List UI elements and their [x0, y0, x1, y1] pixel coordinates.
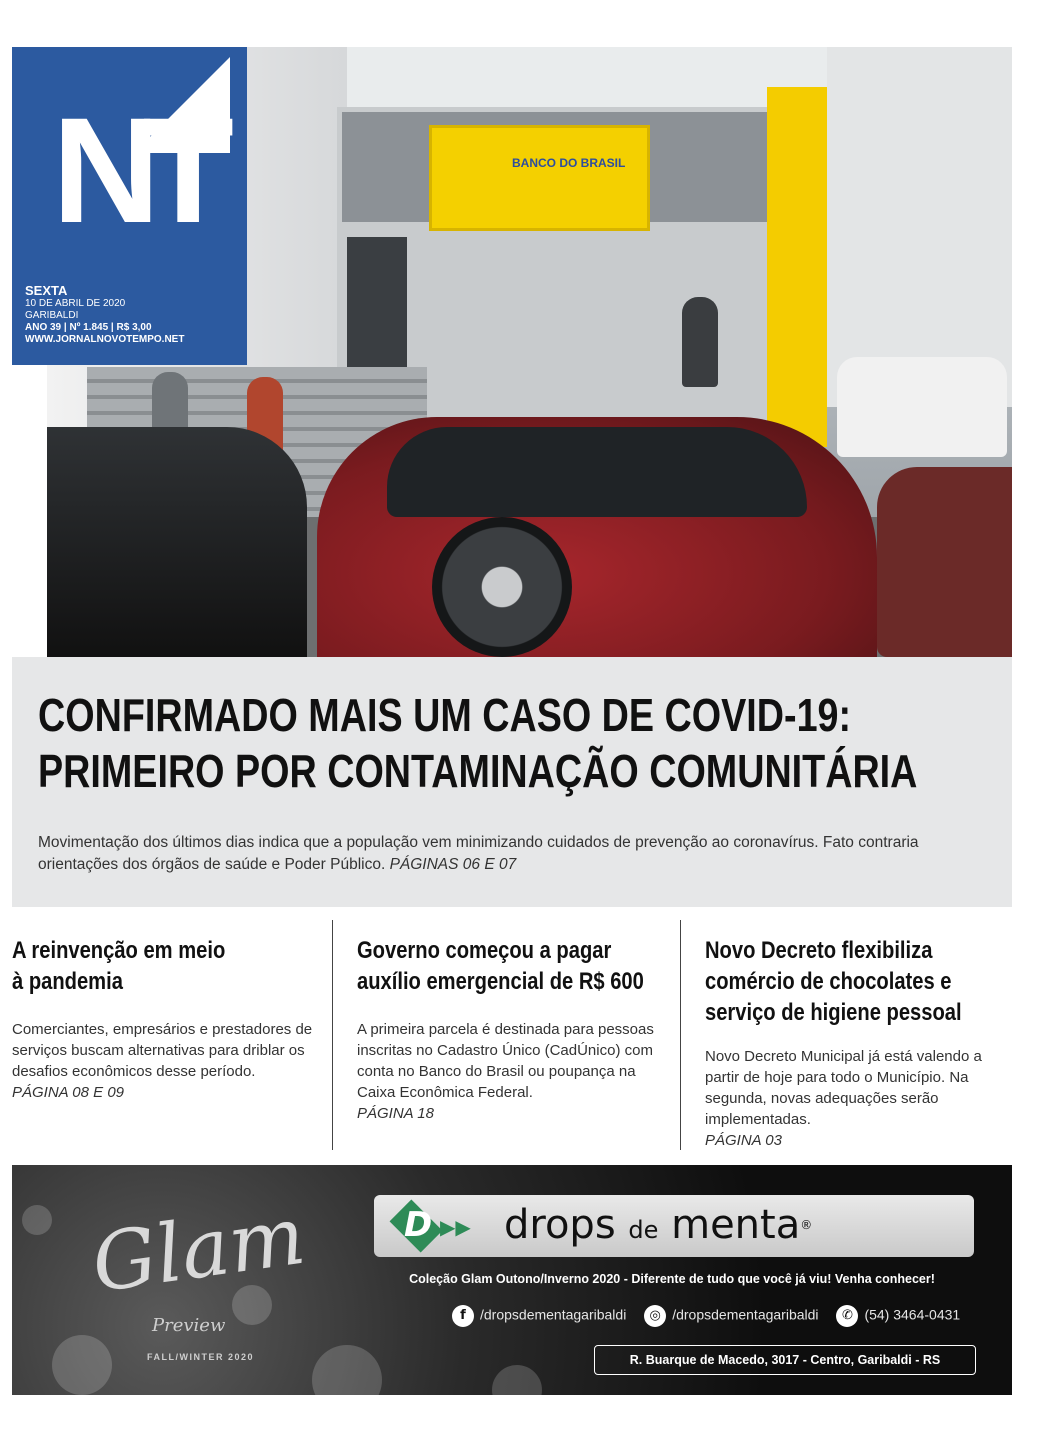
facebook-contact[interactable] — [452, 1305, 626, 1327]
masthead — [12, 47, 247, 365]
logo-letters: NT — [52, 86, 216, 254]
story-title-line: Novo Decreto flexibiliza — [705, 937, 933, 964]
page-reference: PÁGINA 18 — [357, 1105, 434, 1122]
brand-word: drops — [504, 1202, 616, 1248]
preview-text: Preview — [152, 1315, 226, 1336]
photo-building-right — [827, 47, 1012, 407]
photo-car-window — [387, 427, 807, 517]
bank-sign — [429, 125, 650, 231]
story-column — [12, 935, 317, 1103]
advertisement[interactable] — [12, 1165, 1012, 1395]
masthead-day: SEXTA — [25, 283, 68, 298]
page-reference: PÁGINA 08 E 09 — [12, 1084, 125, 1101]
main-headline — [38, 687, 918, 799]
story-body: A primeira parcela é destinada para pessoas inscritas no Cadastro Único (CadÚnico) com conta no Banco do Brasil ou poupança na Caixa Econômica Federal. — [357, 1021, 654, 1101]
photo-pickup-truck — [837, 357, 1007, 457]
bokeh-light — [22, 1205, 52, 1235]
story-title-line: comércio de chocolates e — [705, 968, 952, 995]
bokeh-light — [232, 1285, 272, 1325]
logo-arrows-icon: ▶▶ — [440, 1215, 471, 1239]
phone-icon: ✆ — [836, 1305, 858, 1327]
bokeh-light — [52, 1335, 112, 1395]
column-divider — [680, 920, 681, 1150]
story-title-line: serviço de higiene pessoal — [705, 999, 962, 1026]
story-title-line: Governo começou a pagar — [357, 937, 612, 964]
masthead-edition: ANO 39 | Nº 1.845 | R$ 3,00 — [25, 322, 152, 333]
instagram-icon: ◎ — [644, 1305, 666, 1327]
story-title-line: auxílio emergencial de R$ 600 — [357, 968, 644, 995]
instagram-contact[interactable] — [644, 1305, 818, 1327]
photo-car-left — [47, 427, 307, 657]
headline-line: PRIMEIRO POR CONTAMINAÇÃO COMUNITÁRIA — [38, 745, 918, 797]
glam-wordmark: Glam — [86, 1188, 311, 1311]
story-column — [357, 935, 662, 1124]
page-reference: PÁGINA 03 — [705, 1132, 782, 1149]
photo-yellow-column — [767, 87, 827, 447]
story-title — [357, 935, 659, 997]
registered-mark: ® — [800, 1218, 813, 1232]
main-story-deck — [38, 832, 998, 876]
photo-person — [682, 297, 718, 387]
page-reference: PÁGINAS 06 E 07 — [389, 856, 517, 873]
masthead-info — [25, 283, 184, 346]
brand-banner — [374, 1195, 974, 1257]
photo-car-right — [877, 467, 1012, 657]
bokeh-light — [492, 1365, 542, 1395]
ad-contacts — [452, 1305, 974, 1327]
bank-sign-text: BANCO DO BRASIL — [512, 156, 626, 170]
masthead-date: 10 DE ABRIL DE 2020 — [25, 298, 126, 309]
brand-word: de — [628, 1216, 659, 1244]
logo-mark: D — [404, 1205, 433, 1245]
column-divider — [332, 920, 333, 1150]
store-address: R. Buarque de Macedo, 3017 - Centro, Garibaldi - RS — [594, 1345, 976, 1375]
newspaper-logo — [30, 65, 230, 265]
story-title-line: à pandemia — [12, 968, 123, 995]
facebook-handle: /dropsdementagaribaldi — [480, 1306, 627, 1323]
story-title — [705, 935, 1007, 1028]
bokeh-light — [312, 1345, 382, 1395]
brand-word: menta — [671, 1202, 801, 1248]
photo-door — [347, 237, 407, 387]
facebook-icon: f — [452, 1305, 474, 1327]
logo-corner-triangle — [134, 57, 230, 153]
phone-contact[interactable] — [836, 1305, 960, 1327]
story-title — [12, 935, 314, 997]
instagram-handle: /dropsdementagaribaldi — [672, 1306, 819, 1323]
deck-text: Movimentação dos últimos dias indica que a população vem minimizando cuidados de prevenção ao coronavírus. Fato contraria orientações dos órgãos de saúde e Poder Público. — [38, 834, 919, 873]
headline-line: CONFIRMADO MAIS UM CASO DE COVID-19: — [38, 689, 852, 741]
phone-number: (54) 3464-0431 — [864, 1306, 961, 1323]
main-story — [12, 657, 1012, 907]
story-title-line: A reinvenção em meio — [12, 937, 226, 964]
masthead-city: GARIBALDI — [25, 310, 79, 321]
season-text: FALL/WINTER 2020 — [147, 1352, 255, 1362]
photo-spare-wheel — [432, 517, 572, 657]
masthead-website[interactable]: WWW.JORNALNOVOTEMPO.NET — [25, 334, 185, 345]
ad-tagline: Coleção Glam Outono/Inverno 2020 - Diferente de tudo que você já viu! Venha conhecer! — [409, 1272, 935, 1286]
story-body: Novo Decreto Municipal já está valendo a partir de hoje para todo o Município. Na segunda, novas adequações serão implementadas. — [705, 1048, 982, 1128]
story-body: Comerciantes, empresários e prestadores de serviços buscam alternativas para driblar os desafios econômicos desse período. — [12, 1021, 313, 1080]
drops-de-menta-logo — [382, 1201, 472, 1251]
story-column — [705, 935, 1010, 1151]
brand-name — [504, 1199, 812, 1256]
